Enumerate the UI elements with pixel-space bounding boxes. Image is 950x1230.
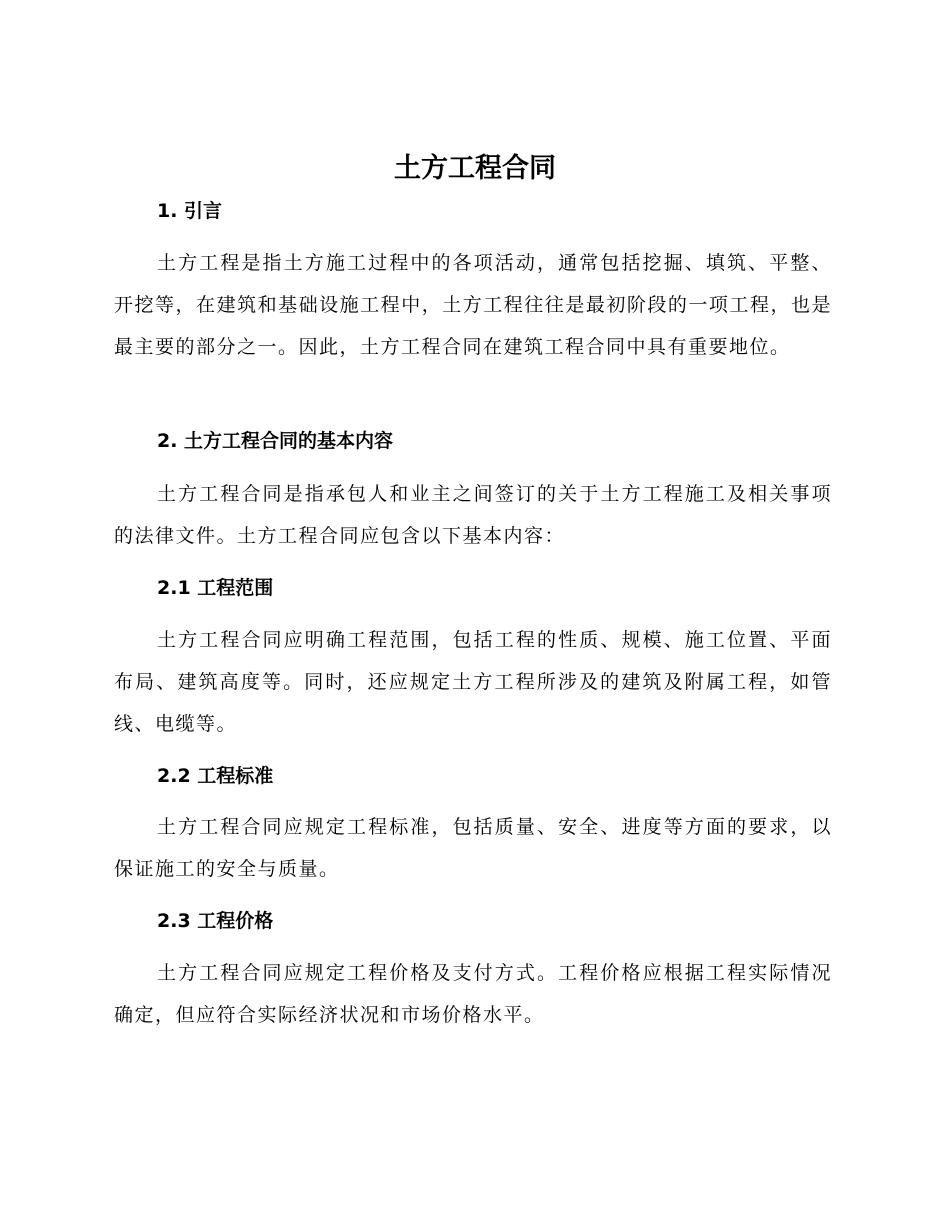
section-paragraph-standards: 土方工程合同应规定工程标准，包括质量、安全、进度等方面的要求，以保证施工的安全与质量。: [114, 816, 832, 880]
section-heading-basic-content: 2. 土方工程合同的基本内容: [157, 430, 394, 452]
section-paragraph-scope: 土方工程合同应明确工程范围，包括工程的性质、规模、施工位置、平面布局、建筑高度等。同时，还应规定土方工程所涉及的建筑及附属工程，如管线、电缆等。: [114, 629, 832, 735]
section-paragraph-price: 土方工程合同应规定工程价格及支付方式。工程价格应根据工程实际情况确定，但应符合实际经济状况和市场价格水平。: [114, 962, 832, 1026]
document-title: 土方工程合同: [394, 153, 556, 184]
section-heading-introduction: 1. 引言: [157, 200, 223, 222]
section-heading-price: 2.3 工程价格: [157, 910, 274, 932]
section-paragraph-basic-content: 土方工程合同是指承包人和业主之间签订的关于土方工程施工及相关事项的法律文件。土方工程合同应包含以下基本内容：: [114, 483, 832, 547]
section-heading-scope: 2.1 工程范围: [157, 577, 274, 599]
section-paragraph-introduction: 土方工程是指土方施工过程中的各项活动，通常包括挖掘、填筑、平整、开挖等，在建筑和基础设施工程中，土方工程往往是最初阶段的一项工程，也是最主要的部分之一。因此，土方工程合同在建筑工程合同中具有重要地位。: [114, 252, 832, 358]
section-heading-standards: 2.2 工程标准: [157, 765, 274, 787]
